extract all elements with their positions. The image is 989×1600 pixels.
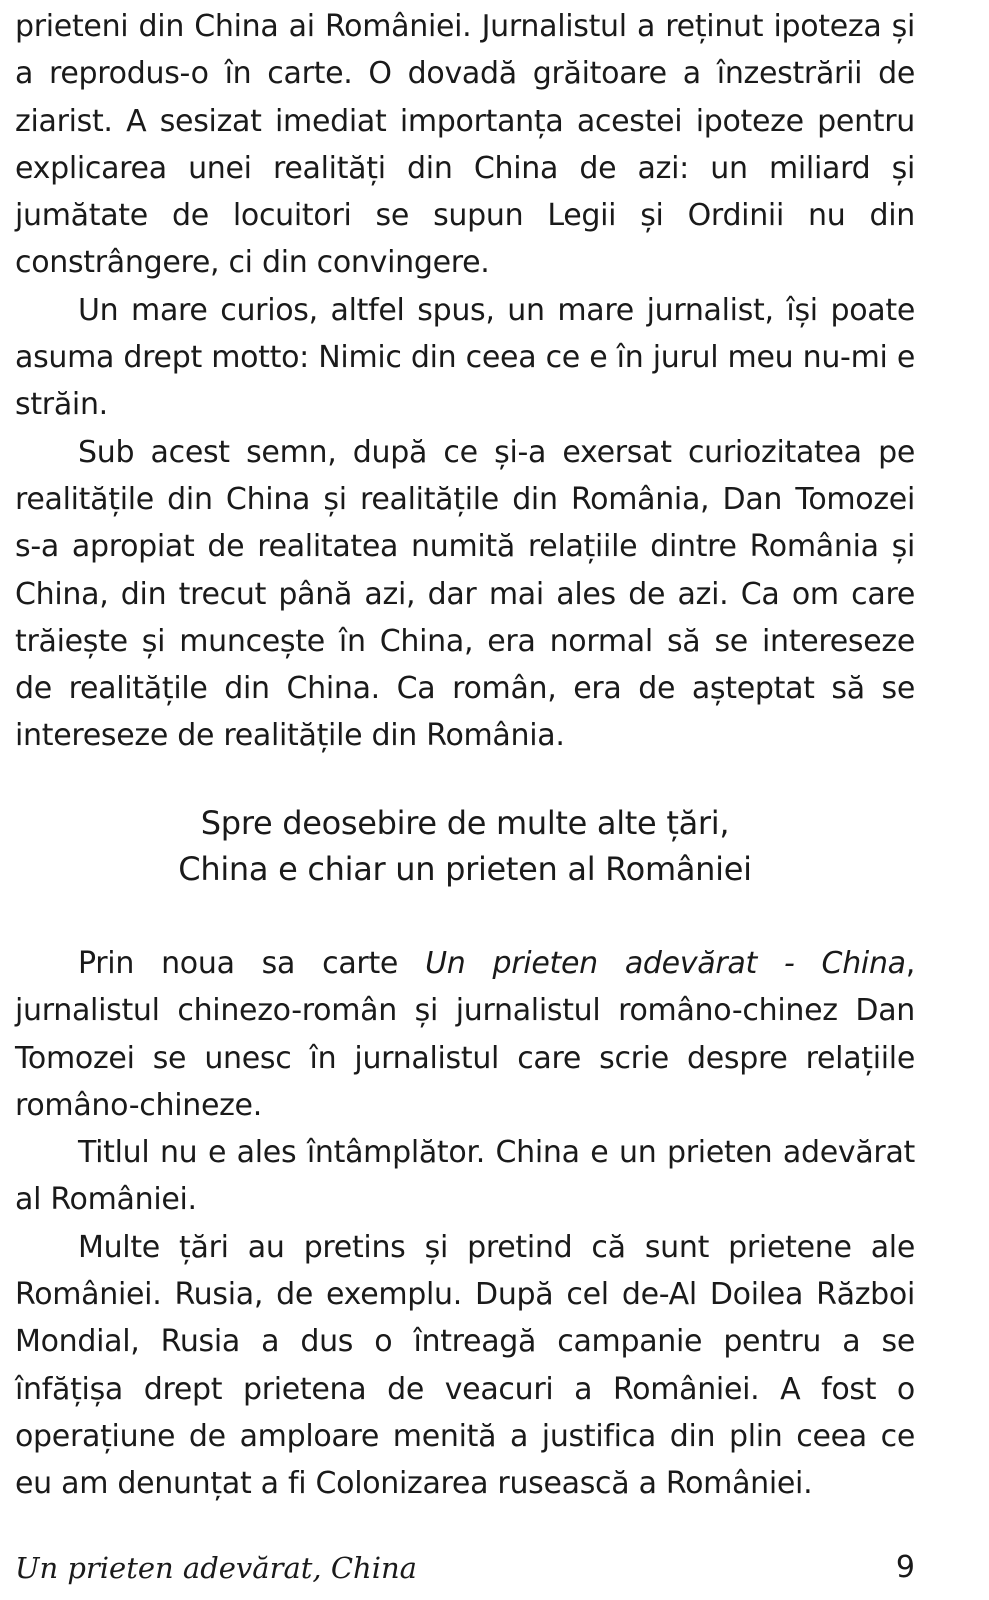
section-heading-line-1: Spre deosebire de multe alte țări, xyxy=(200,804,730,842)
running-footer-title: Un prieten adevărat, China xyxy=(15,1551,417,1585)
page-body-bottom xyxy=(15,940,915,1508)
page-number: 9 xyxy=(895,1550,915,1585)
paragraph-continuation: prieteni din China ai României. Jurnalistul a reținut ipoteza și a reprodus-o în carte. O dovadă grăitoare a înzestrării de ziarist. A sesizat imediat importanța acestei ipoteze pentru explicarea unei realități din China de azi: un miliard și jumătate de locuitori se supun Legii și Ordinii nu din constrângere, ci din convingere. xyxy=(15,9,915,281)
book-title-inline: Un prieten adevărat - China xyxy=(425,946,906,981)
paragraph-new-book-rest: , jurnalistul chinezo-român și jurnalistul româno-chinez Dan Tomozei se unesc în jurnalistul care scrie despre relațiile româno-chineze. xyxy=(15,946,915,1123)
page-footer xyxy=(15,1545,915,1591)
paragraph-russia: Multe țări au pretins și pretind că sunt prietene ale României. Rusia, de exemplu. După cel de-Al Doilea Război Mondial, Rusia a dus o întreagă campanie pentru a se înfățișa drept prietena de veacuri a României. A fost o operațiune de amploare menită a justifica din plin ceea ce eu am denunțat a fi Colonizarea rusească a României. xyxy=(15,1229,915,1502)
paragraph-motto: Un mare curios, altfel spus, un mare jurnalist, își poate asuma drept motto: Nimic din ceea ce e în jurul meu nu-mi e străin. xyxy=(15,292,915,423)
section-heading-line-2: China e chiar un prieten al României xyxy=(178,850,752,888)
page-body-top xyxy=(15,0,915,760)
section-heading xyxy=(15,800,915,892)
paragraph-curiosity: Sub acest semn, după ce și-a exersat curiozitatea pe realitățile din China și realitățile din România, Dan Tomozei s-a apropiat de realitatea numită relațiile dintre România și China, din trecut până azi, dar mai ales de azi. Ca om care trăiește și muncește în China, era normal să se intereseze de realitățile din China. Ca român, era de așteptat să se intereseze de realitățile din România. xyxy=(15,434,915,754)
paragraph-title-meaning: Titlul nu e ales întâmplător. China e un prieten adevărat al României. xyxy=(15,1135,915,1218)
paragraph-new-book xyxy=(15,940,915,1129)
paragraph-new-book-intro: Prin noua sa carte xyxy=(78,946,426,981)
